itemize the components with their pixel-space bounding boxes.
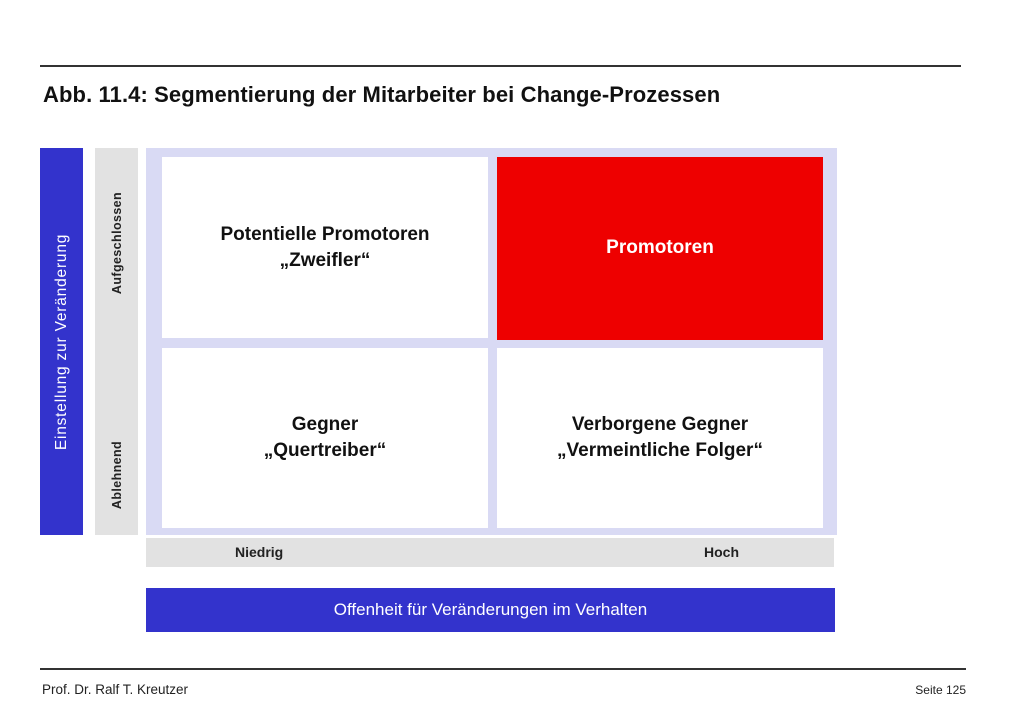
quadrant-top-left-subtitle: „Zweifler“ [279,249,371,271]
segment-matrix [146,148,837,535]
y-axis-levels [95,148,138,535]
quadrant-bottom-left [162,348,488,528]
bottom-rule [40,668,966,670]
quadrant-bottom-left-subtitle: „Quertreiber“ [263,440,387,461]
quadrant-top-left-title: Potentielle Promotoren [220,223,430,245]
footer-author: Prof. Dr. Ralf T. Kreutzer [42,682,189,697]
quadrant-top-left [162,157,488,338]
footer-page-number: Seite 125 [915,683,966,697]
y-axis-bar [40,148,83,535]
x-axis-label: Offenheit für Veränderungen im Verhalten [333,600,648,619]
x-level-high-label: Hoch [704,544,739,560]
page-title: Abb. 11.4: Segmentierung der Mitarbeiter bei Change-Prozessen [43,82,721,107]
x-level-low-label: Niedrig [235,544,284,560]
quadrant-bottom-right-subtitle: „Vermeintliche Folger“ [557,440,763,461]
y-axis-label: Einstellung zur Veränderung [52,233,70,450]
quadrant-bottom-right-title: Verborgene Gegner [571,414,749,435]
top-rule [40,65,961,67]
quadrant-top-right [497,157,823,340]
quadrant-bottom-right [497,348,823,528]
quadrant-top-right-title: Promotoren [606,236,714,258]
x-axis-bar [146,588,835,632]
x-axis-levels [146,538,834,567]
quadrant-bottom-left-title: Gegner [291,414,359,435]
y-level-low-label: Ablehnend [109,440,124,510]
y-level-high-label: Aufgeschlossen [109,191,124,295]
